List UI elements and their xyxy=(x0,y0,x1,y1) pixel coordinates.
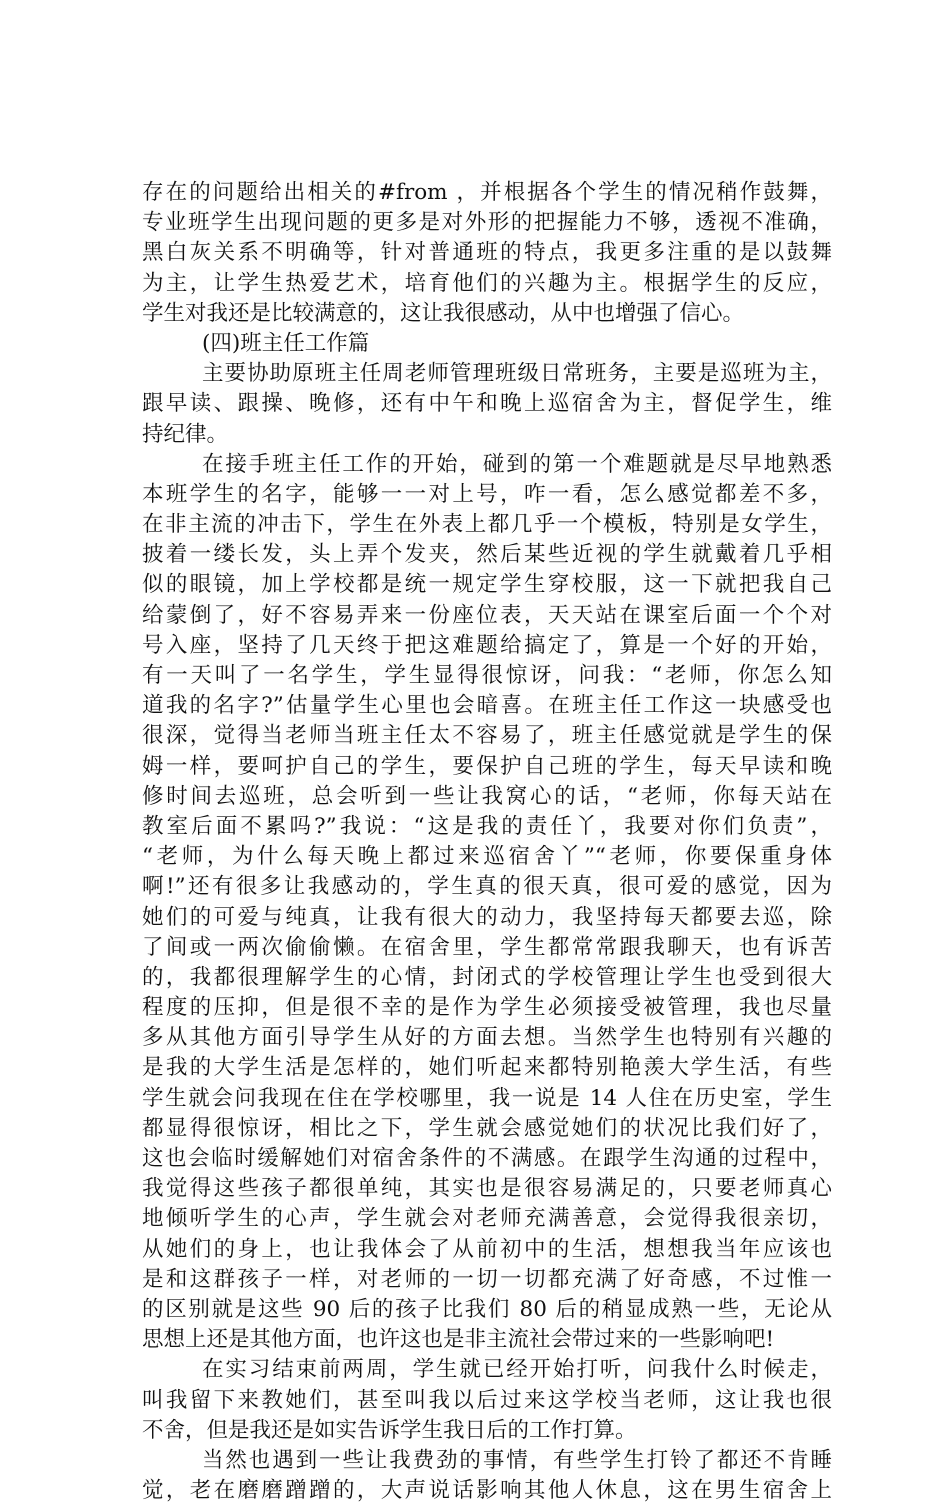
text-line: 给蒙倒了，好不容易弄来一份座位表，天天站在课室后面一个个对 xyxy=(142,602,832,628)
text-line: 学生就会问我现在住在学校哪里，我一说是 14 人住在历史室，学生 xyxy=(142,1085,832,1111)
text-line: 教室后面不累吗?”我说：“这是我的责任丫，我要对你们负责”， xyxy=(142,813,832,839)
text-line: 了间或一两次偷偷懒。在宿舍里，学生都常常跟我聊天，也有诉苦 xyxy=(142,934,832,960)
paragraph xyxy=(142,1355,832,1446)
text-line: 从她们的身上，也让我体会了从前初中的生活，想想我当年应该也 xyxy=(142,1236,832,1262)
text-line: (四)班主任工作篇 xyxy=(202,330,370,356)
paragraph xyxy=(142,329,832,359)
text-line: 本班学生的名字，能够一一对上号，咋一看，怎么感觉都差不多， xyxy=(142,481,832,507)
text-line: 专业班学生出现问题的更多是对外形的把握能力不够，透视不准确， xyxy=(142,210,832,236)
text-line: 程度的压抑，但是很不幸的是作为学生必须接受被管理，我也尽量 xyxy=(142,995,832,1021)
text-line: 地倾听学生的心声，学生就会对老师充满善意，会觉得我很亲切， xyxy=(142,1206,832,1232)
text-line: 是和这群孩子一样，对老师的一切一切都充满了好奇感，不过惟一 xyxy=(142,1266,832,1292)
paragraph xyxy=(142,1446,832,1506)
text-line: 思想上还是其他方面，也许这也是非主流社会带过来的一些影响吧! xyxy=(142,1327,775,1353)
text-line: 存在的问题给出相关的#from ，并根据各个学生的情况稍作鼓舞， xyxy=(142,180,832,205)
text-line: 似的眼镜，加上学校都是统一规定学生穿校服，这一下就把我自己 xyxy=(142,572,832,598)
text-line: 很深，觉得当老师当班主任太不容易了，班主任感觉就是学生的保 xyxy=(142,723,832,749)
text-line: 的，我都很理解学生的心情，封闭式的学校管理让学生也受到很大 xyxy=(142,964,832,990)
text-line: 在实习结束前两周，学生就已经开始打听，问我什么时候走， xyxy=(202,1357,832,1383)
text-line: “老师，为什么每天晚上都过来巡宿舍丫”“老师，你要保重身体 xyxy=(142,844,832,870)
text-line: 叫我留下来教她们，甚至叫我以后过来这学校当老师，这让我也很 xyxy=(142,1387,832,1413)
text-line: 多从其他方面引导学生从好的方面去想。当然学生也特别有兴趣的 xyxy=(142,1025,832,1051)
document-body xyxy=(142,178,832,1506)
text-line: 的区别就是这些 90 后的孩子比我们 80 后的稍显成熟一些，无论从 xyxy=(142,1296,832,1322)
text-line: 为主，让学生热爱艺术，培育他们的兴趣为主。根据学生的反应， xyxy=(142,270,832,296)
paragraph xyxy=(142,178,832,329)
text-line: 她们的可爱与纯真，让我有很大的动力，我坚持每天都要去巡，除 xyxy=(142,904,832,930)
text-line: 披着一缕长发，头上弄个发夹，然后某些近视的学生就戴着几乎相 xyxy=(142,542,832,568)
text-line: 当然也遇到一些让我费劲的事情，有些学生打铃了都还不肯睡 xyxy=(202,1447,832,1473)
text-line: 啊!”还有很多让我感动的，学生真的很天真，很可爱的感觉，因为 xyxy=(142,874,832,900)
text-line: 主要协助原班主任周老师管理班级日常班务，主要是巡班为主， xyxy=(202,361,832,387)
text-line: 在接手班主任工作的开始，碰到的第一个难题就是尽早地熟悉 xyxy=(202,451,832,477)
paragraph xyxy=(142,450,832,1356)
text-line: 号入座，坚持了几天终于把这难题给搞定了，算是一个好的开始， xyxy=(142,632,832,658)
text-line: 我觉得这些孩子都很单纯，其实也是很容易满足的，只要老师真心 xyxy=(142,1176,832,1202)
paragraph xyxy=(142,359,832,450)
text-line: 有一天叫了一名学生，学生显得很惊讶，问我：“老师，你怎么知 xyxy=(142,663,832,688)
text-line: 黑白灰关系不明确等，针对普通班的特点，我更多注重的是以鼓舞 xyxy=(142,240,832,266)
text-line: 修时间去巡班，总会听到一些让我窝心的话，“老师，你每天站在 xyxy=(142,783,832,809)
text-line: 姆一样，要呵护自己的学生，要保护自己班的学生，每天早读和晚 xyxy=(142,753,832,779)
text-line: 这也会临时缓解她们对宿舍条件的不满感。在跟学生沟通的过程中， xyxy=(142,1146,832,1171)
text-line: 都显得很惊讶，相比之下，学生就会感觉她们的状况比我们好了， xyxy=(142,1115,832,1141)
text-line: 在非主流的冲击下，学生在外表上都几乎一个模板，特别是女学生， xyxy=(142,512,832,538)
text-line: 持纪律。 xyxy=(142,421,229,447)
text-line: 觉，老在磨磨蹭蹭的，大声说话影响其他人休息，这在男生宿舍上 xyxy=(142,1478,832,1504)
text-line: 跟早读、跟操、晚修，还有中午和晚上巡宿舍为主，督促学生，维 xyxy=(142,391,832,417)
text-line: 学生对我还是比较满意的，这让我很感动，从中也增强了信心。 xyxy=(142,300,745,326)
text-line: 不舍，但是我还是如实告诉学生我日后的工作打算。 xyxy=(142,1417,637,1443)
text-line: 道我的名字?”估量学生心里也会暗喜。在班主任工作这一块感受也 xyxy=(142,693,832,719)
text-line: 是我的大学生活是怎样的，她们听起来都特别艳羡大学生活，有些 xyxy=(142,1055,832,1081)
